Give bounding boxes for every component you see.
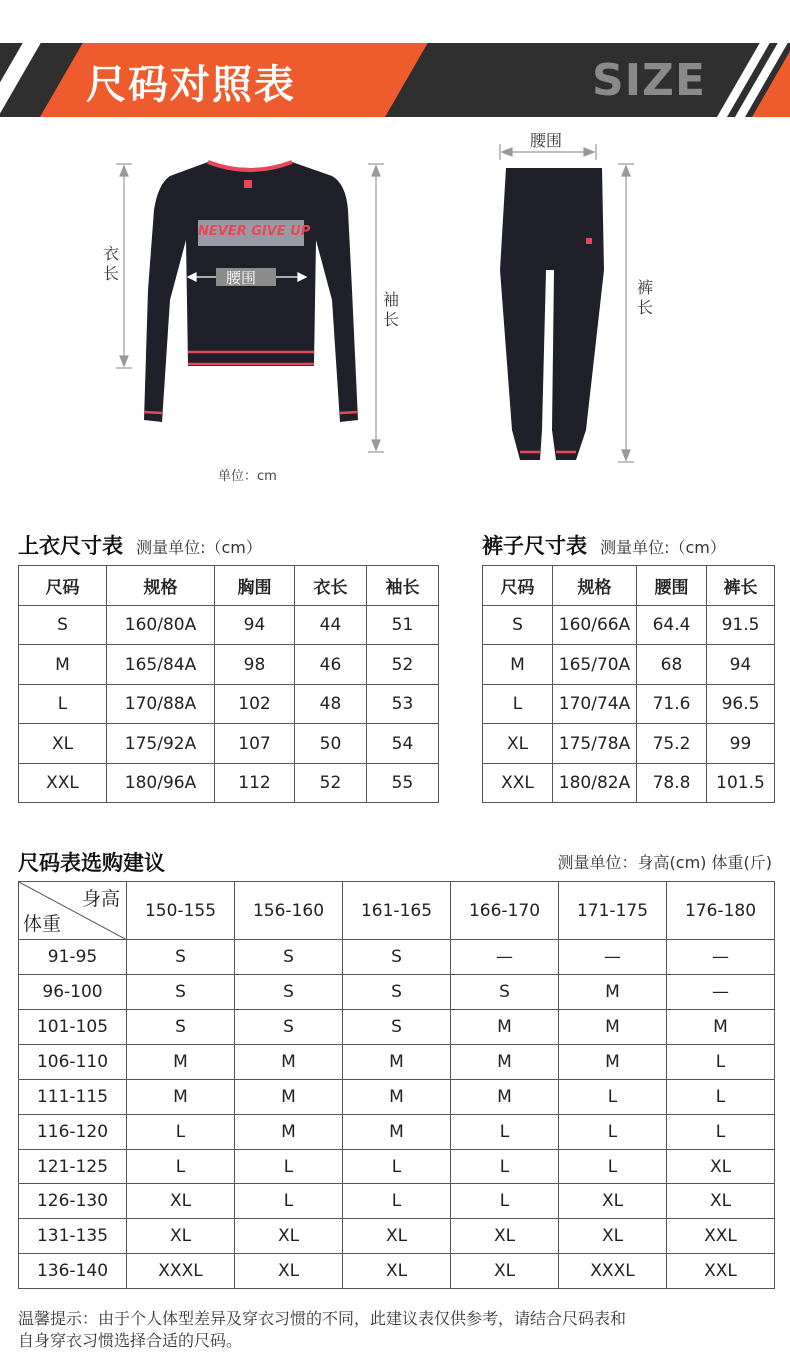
size-cell: S [343,1010,451,1045]
table-header: 尺码 [19,566,107,606]
size-cell: M [667,1010,775,1045]
top-table-unit: 测量单位:（cm） [136,538,262,557]
table-cell: 170/74A [553,685,637,724]
table-row [483,724,775,764]
size-cell: S [343,940,451,975]
table-cell: 107 [215,724,295,764]
weight-cell: 126-130 [19,1184,127,1219]
size-cell: L [235,1150,343,1184]
size-cell: XL [451,1254,559,1289]
size-cell: XXXL [127,1254,235,1289]
weight-cell: 106-110 [19,1045,127,1080]
size-cell: M [451,1010,559,1045]
header-banner [0,43,790,117]
table-cell: 99 [707,724,775,764]
footnote-line: 自身穿衣习惯选择合适的尺码。 [18,1331,243,1350]
table-header: 裤长 [707,566,775,606]
table-header: 胸围 [215,566,295,606]
table-header: 腰围 [637,566,707,606]
footnote-line: 温馨提示：由于个人体型差异及穿衣习惯的不同，此建议表仅供参考，请结合尺码表和 [18,1309,627,1328]
table-cell: 78.8 [637,764,707,803]
size-cell: M [343,1080,451,1115]
table-cell: 91.5 [707,606,775,645]
size-cell: XXXL [559,1254,667,1289]
table-cell: 52 [295,764,367,803]
size-cell: XL [343,1219,451,1254]
size-cell: XL [667,1150,775,1184]
size-cell: XL [559,1219,667,1254]
table-cell: 44 [295,606,367,645]
table-row [19,1045,775,1080]
size-cell: M [559,1010,667,1045]
size-cell: L [559,1080,667,1115]
length-arrow [618,164,634,462]
size-cell: M [127,1045,235,1080]
corner-height-label: 身高 [81,888,120,910]
table-cell: 68 [637,645,707,685]
top-garment-figure [100,150,410,470]
table-row [19,1115,775,1150]
table-header: 袖长 [367,566,439,606]
sweater-shape [144,162,358,422]
size-cell: S [343,975,451,1010]
size-cell: S [235,940,343,975]
pants-table-title: 裤子尺寸表 [482,534,587,558]
size-cell: L [451,1150,559,1184]
table-cell: XXL [19,764,107,803]
table-cell: XXL [483,764,553,803]
table-header-row [483,566,775,606]
table-header-row [19,882,775,940]
size-cell: XL [127,1219,235,1254]
length-label-top: 衣长 [102,244,119,283]
size-cell: XL [451,1219,559,1254]
table-cell: L [483,685,553,724]
corner-weight-label: 体重 [23,913,62,935]
size-cell: S [235,1010,343,1045]
table-row [483,645,775,685]
table-row [19,606,439,645]
table-header-row [19,566,439,606]
table-cell: 54 [367,724,439,764]
size-cell: L [667,1080,775,1115]
size-cell: XL [559,1184,667,1219]
table-cell: 165/84A [107,645,215,685]
table-cell: 175/78A [553,724,637,764]
table-cell: 51 [367,606,439,645]
table-cell: 170/88A [107,685,215,724]
size-cell: M [127,1080,235,1115]
weight-cell: 121-125 [19,1150,127,1184]
size-cell: L [343,1150,451,1184]
table-header: 衣长 [295,566,367,606]
height-header: 161-165 [343,882,451,940]
size-cell: L [127,1150,235,1184]
table-row [19,685,439,724]
size-cell: L [559,1150,667,1184]
table-cell: S [483,606,553,645]
banner-stripe [0,43,41,117]
table-row [19,1080,775,1115]
top-size-table [18,565,439,803]
height-header: 176-180 [667,882,775,940]
table-cell: 180/96A [107,764,215,803]
print-text: NEVER GIVE UP [198,224,311,239]
table-cell: 71.6 [637,685,707,724]
table-cell: S [19,606,107,645]
weight-cell: 111-115 [19,1080,127,1115]
table-cell: M [19,645,107,685]
size-cell: L [451,1184,559,1219]
table-cell: 46 [295,645,367,685]
table-row [19,1150,775,1184]
table-header: 尺码 [483,566,553,606]
table-cell: 180/82A [553,764,637,803]
table-cell: 96.5 [707,685,775,724]
length-label-pants: 裤长 [636,278,653,317]
pants-table-unit: 测量单位:（cm） [600,538,726,557]
top-table-heading [18,530,262,560]
table-header: 规格 [107,566,215,606]
table-row [19,1219,775,1254]
page-title: 尺码对照表 [86,62,296,108]
size-cell: M [559,1045,667,1080]
size-cell: XL [127,1184,235,1219]
size-cell: XXL [667,1254,775,1289]
table-cell: 165/70A [553,645,637,685]
waist-label-pants: 腰围 [530,131,563,150]
figure-unit: 单位：cm [218,469,277,484]
footnote [18,1308,626,1352]
table-row [19,1254,775,1289]
weight-cell: 96-100 [19,975,127,1010]
table-cell: 75.2 [637,724,707,764]
size-cell: XL [235,1254,343,1289]
size-cell: — [667,975,775,1010]
table-row [483,606,775,645]
table-cell: XL [19,724,107,764]
table-cell: 102 [215,685,295,724]
table-row [483,764,775,803]
size-cell: L [451,1115,559,1150]
table-cell: L [19,685,107,724]
size-label: SIZE [592,55,707,106]
pants-figure [490,130,650,475]
table-cell: 98 [215,645,295,685]
table-cell: 112 [215,764,295,803]
table-row [19,975,775,1010]
table-cell: 50 [295,724,367,764]
table-cell: 55 [367,764,439,803]
table-row [19,724,439,764]
size-cell: — [559,940,667,975]
table-row [19,940,775,975]
table-cell: 53 [367,685,439,724]
table-header: 规格 [553,566,637,606]
size-cell: L [667,1045,775,1080]
table-row [19,764,439,803]
size-cell: — [451,940,559,975]
table-cell: 160/66A [553,606,637,645]
height-header: 150-155 [127,882,235,940]
size-cell: M [559,975,667,1010]
pants-size-table [482,565,775,803]
table-row [19,1184,775,1219]
table-cell: 64.4 [637,606,707,645]
size-cell: XL [667,1184,775,1219]
size-cell: S [127,1010,235,1045]
size-cell: M [343,1045,451,1080]
weight-cell: 131-135 [19,1219,127,1254]
pants-shape [500,168,604,460]
table-cell: 160/80A [107,606,215,645]
size-cell: L [343,1184,451,1219]
table-cell: M [483,645,553,685]
table-cell: 175/92A [107,724,215,764]
size-cell: S [127,975,235,1010]
table-cell: 48 [295,685,367,724]
height-header: 171-175 [559,882,667,940]
top-table-title: 上衣尺寸表 [18,534,123,558]
recommend-table [18,881,775,1289]
table-row [19,1010,775,1045]
size-cell: S [451,975,559,1010]
table-cell: 94 [215,606,295,645]
table-cell: 101.5 [707,764,775,803]
size-cell: XL [235,1219,343,1254]
size-cell: M [451,1045,559,1080]
size-cell: M [451,1080,559,1115]
waist-label-top: 腰围 [226,269,257,287]
size-cell: XL [343,1254,451,1289]
recommend-title: 尺码表选购建议 [18,851,165,875]
size-cell: S [235,975,343,1010]
weight-cell: 101-105 [19,1010,127,1045]
weight-cell: 116-120 [19,1115,127,1150]
size-cell: M [235,1115,343,1150]
weight-cell: 136-140 [19,1254,127,1289]
table-cell: XL [483,724,553,764]
weight-cell: 91-95 [19,940,127,975]
table-row [483,685,775,724]
size-cell: L [559,1115,667,1150]
size-cell: M [343,1115,451,1150]
size-cell: L [667,1115,775,1150]
height-header: 156-160 [235,882,343,940]
sleeve-label-top: 袖长 [382,290,399,329]
size-cell: — [667,940,775,975]
corner-cell [19,882,127,940]
table-row [19,645,439,685]
table-cell: 94 [707,645,775,685]
pants-table-heading [482,530,726,560]
size-cell: M [235,1045,343,1080]
table-cell: 52 [367,645,439,685]
size-cell: L [235,1184,343,1219]
size-cell: M [235,1080,343,1115]
recommend-unit: 测量单位：身高(cm) 体重(斤) [557,853,772,872]
height-header: 166-170 [451,882,559,940]
size-cell: S [127,940,235,975]
size-cell: XXL [667,1219,775,1254]
size-cell: L [127,1115,235,1150]
